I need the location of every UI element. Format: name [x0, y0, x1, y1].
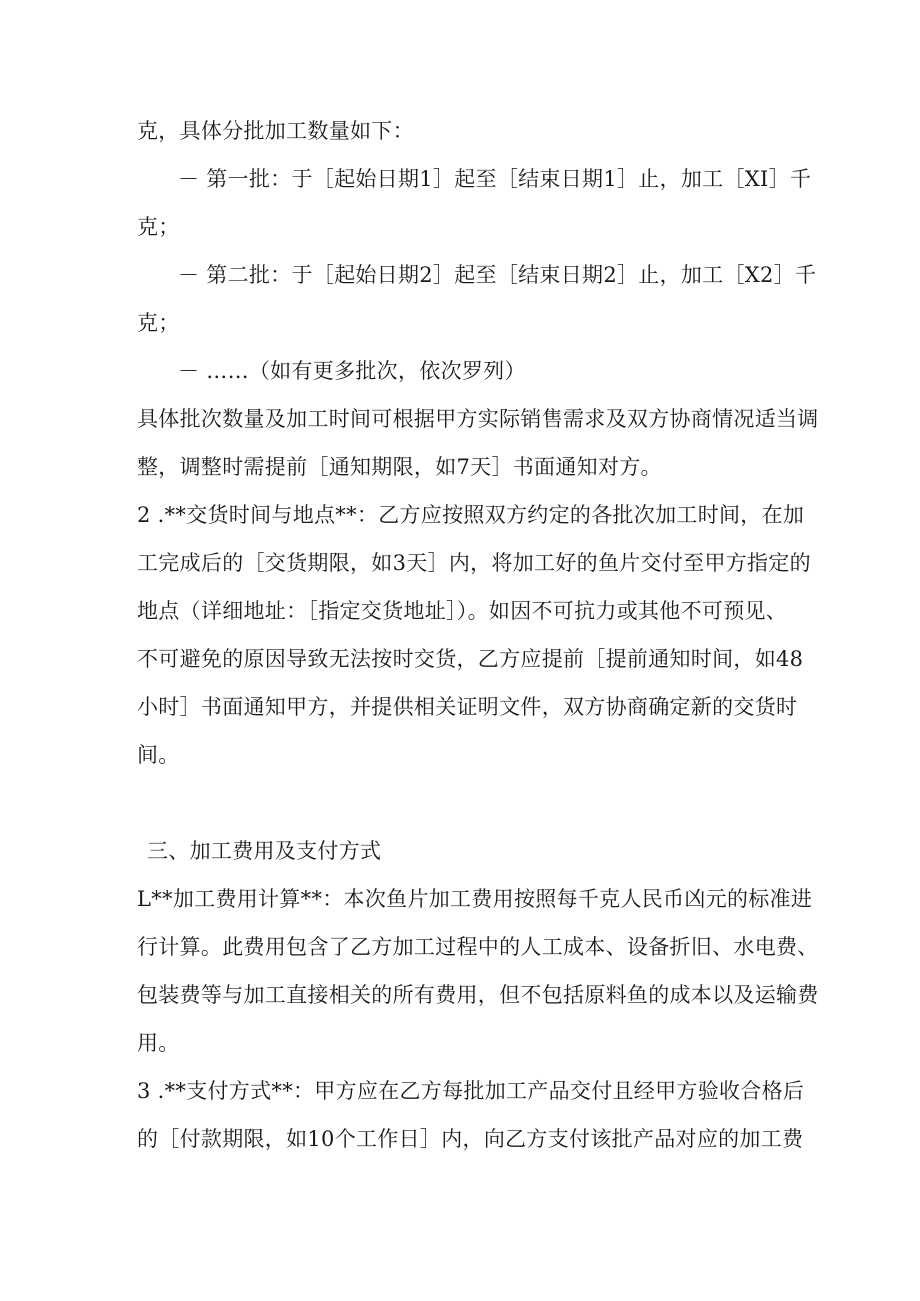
text-line: 行计算。此费用包含了乙方加工过程中的人工成本、设备折旧、水电费、 — [137, 935, 819, 959]
clause-3-payment: 3 .**支付方式**：甲方应在乙方每批加工产品交付且经甲方验收合格后 — [137, 1079, 805, 1103]
text-line: 用。 — [137, 1031, 180, 1055]
text-line: 不可避免的原因导致无法按时交货，乙方应提前［提前通知时间，如48 — [137, 647, 804, 671]
text-line: 小时］书面通知甲方，并提供相关证明文件，双方协商确定新的交货时 — [137, 695, 798, 719]
text-line: 克； — [137, 311, 180, 335]
text-line: 工完成后的［交货期限，如3天］内，将加工好的鱼片交付至甲方指定的 — [137, 551, 811, 575]
text-line: 克； — [137, 215, 180, 239]
text-line: 具体批次数量及加工时间可根据甲方实际销售需求及双方协商情况适当调 — [137, 407, 819, 431]
clause-2-delivery: 2 .**交货时间与地点**：乙方应按照双方约定的各批次加工时间，在加 — [137, 503, 805, 527]
text-line: 包装费等与加工直接相关的所有费用，但不包括原料鱼的成本以及运输费 — [137, 983, 819, 1007]
text-line: 整，调整时需提前［通知期限，如7天］书面通知对方。 — [137, 455, 662, 479]
section-heading-fees: 三、加工费用及支付方式 — [147, 839, 382, 863]
list-item-batch-2: － 第二批：于［起始日期2］起至［结束日期2］止，加工［X2］千 — [178, 263, 817, 287]
text-line: 间。 — [137, 743, 180, 767]
list-item-more-batches: － ……（如有更多批次，依次罗列） — [178, 359, 526, 383]
text-line: 的［付款期限，如10个工作日］内，向乙方支付该批产品对应的加工费 — [137, 1127, 804, 1151]
text-line: 地点（详细地址：［指定交货地址］）。如因不可抗力或其他不可预见、 — [137, 599, 788, 623]
list-item-batch-1: － 第一批：于［起始日期1］起至［结束日期1］止，加工［XI］千 — [178, 167, 812, 191]
clause-1-fee-calculation: L**加工费用计算**：本次鱼片加工费用按照每千克人民币凶元的标准进 — [137, 887, 813, 911]
text-line: 克，具体分批加工数量如下： — [137, 119, 414, 143]
